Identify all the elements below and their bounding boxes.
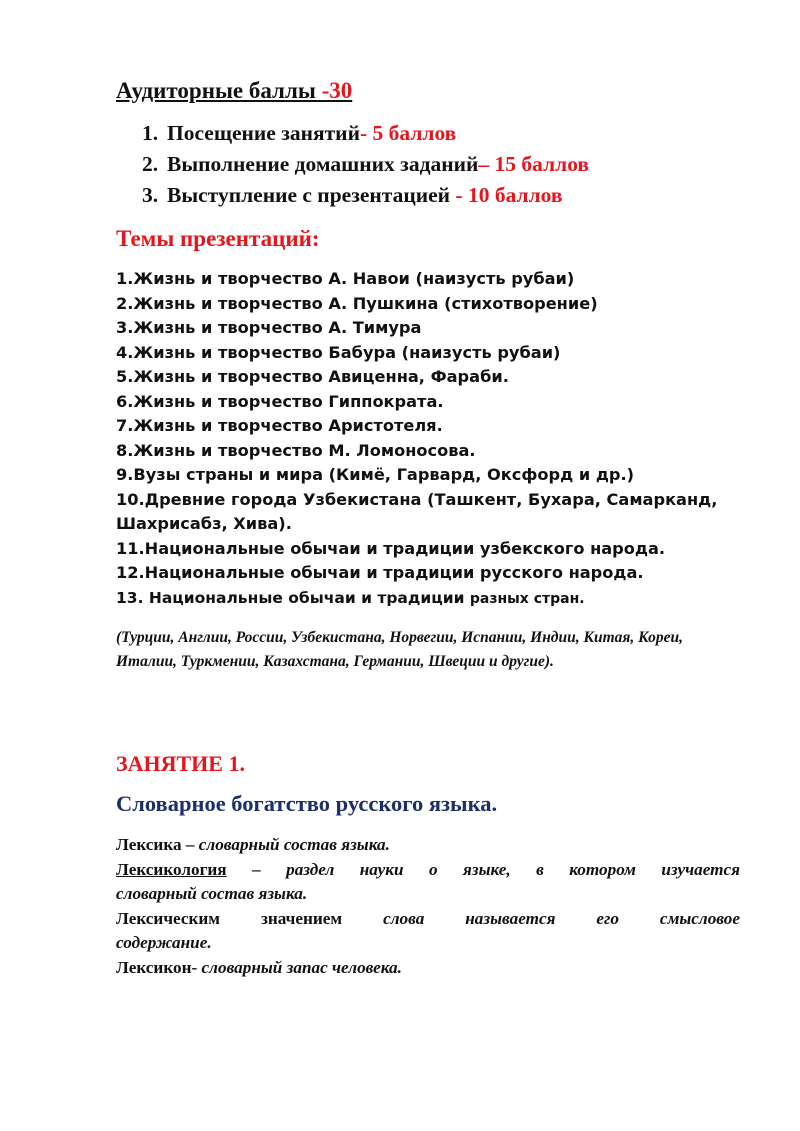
page-title [116,78,352,104]
scoring-item-text: Выступление с презентацией [167,183,456,207]
topic-item: 7.Жизнь и творчество Аристотеля. [116,416,443,435]
definition-text: слова называется его смысловое [383,908,740,928]
topic-item-13 [116,586,717,611]
title-text: Аудиторные баллы [116,78,322,103]
definition-term: Лексическим значением [116,908,384,928]
definition-meaning-line1 [116,907,740,932]
scoring-item-points: - 5 баллов [359,121,457,145]
definition-term: Лексикология [116,859,227,879]
countries-note: (Турции, Англии, России, Узбекистана, Норвегии, Испании, Индии, Китая, Кореи, Италии, Туркмении, Казахстана, Германии, Швеции и другие). [116,629,683,670]
scoring-item-number: 3. [142,183,159,207]
definition-lexicology-line2: словарный состав языка. [116,884,308,903]
scoring-item-text: Выполнение домашних заданий [167,152,479,176]
lesson-label: ЗАНЯТИЕ 1. [116,751,245,776]
lesson-title: Словарное богатство русского языка. [116,791,498,816]
topic-item: 5.Жизнь и творчество Авиценна, Фараби. [116,367,509,386]
definition-lexika [116,833,740,858]
topic-item: 1.Жизнь и творчество А. Навои (наизусть рубаи) [116,269,575,288]
definition-lexicon [116,956,740,981]
topic-item: 11.Национальные обычаи и традиции узбекского народа. [116,538,666,558]
title-points: -30 [321,78,353,103]
topic-13-main: Национальные обычаи и традиции [148,588,470,607]
definition-meaning-line2: содержание. [116,933,212,952]
scoring-item-number: 2. [142,152,159,176]
scoring-item-points: – 15 баллов [478,152,590,176]
scoring-item [142,180,589,211]
definition-text: словарный запас человека. [201,957,402,977]
topic-item: 9.Вузы страны и мира (Кимё, Гарвард, Оксфорд и др.) [116,465,635,484]
scoring-list [142,118,589,211]
scoring-item [142,149,589,180]
topic-13-tail: разных стран. [469,590,585,607]
topics-heading: Темы презентаций: [116,226,320,251]
topic-item-continuation: Шахрисабз, Хива). [116,514,292,533]
definition-term: Лексика – [116,835,199,854]
topic-item: 12.Национальные обычаи и традиции русского народа. [116,563,644,582]
topic-item: 2.Жизнь и творчество А. Пушкина (стихотворение) [116,293,598,313]
topic-item: 3.Жизнь и творчество А. Тимура [116,318,422,337]
definition-text: – раздел науки о языке, в котором изучается [226,859,740,879]
definition-lexicology-line1 [116,858,740,883]
scoring-item [142,118,589,149]
scoring-item-text: Посещение занятий [167,121,360,145]
topic-item: 6.Жизнь и творчество Гиппократа. [116,391,444,411]
definition-term: Лексикон- [116,957,202,977]
topic-13-number: 13. [116,588,149,607]
topic-item: 8.Жизнь и творчество М. Ломоносова. [116,440,476,460]
topic-item: 4.Жизнь и творчество Бабура (наизусть рубаи) [116,342,561,362]
topic-item: 10.Древние города Узбекистана (Ташкент, Бухара, Самарканд, [116,489,718,509]
topics-list [116,267,717,610]
scoring-item-number: 1. [142,121,159,145]
definition-text: словарный состав языка. [198,835,390,854]
definitions [116,833,740,980]
scoring-item-points: - 10 баллов [455,183,563,207]
